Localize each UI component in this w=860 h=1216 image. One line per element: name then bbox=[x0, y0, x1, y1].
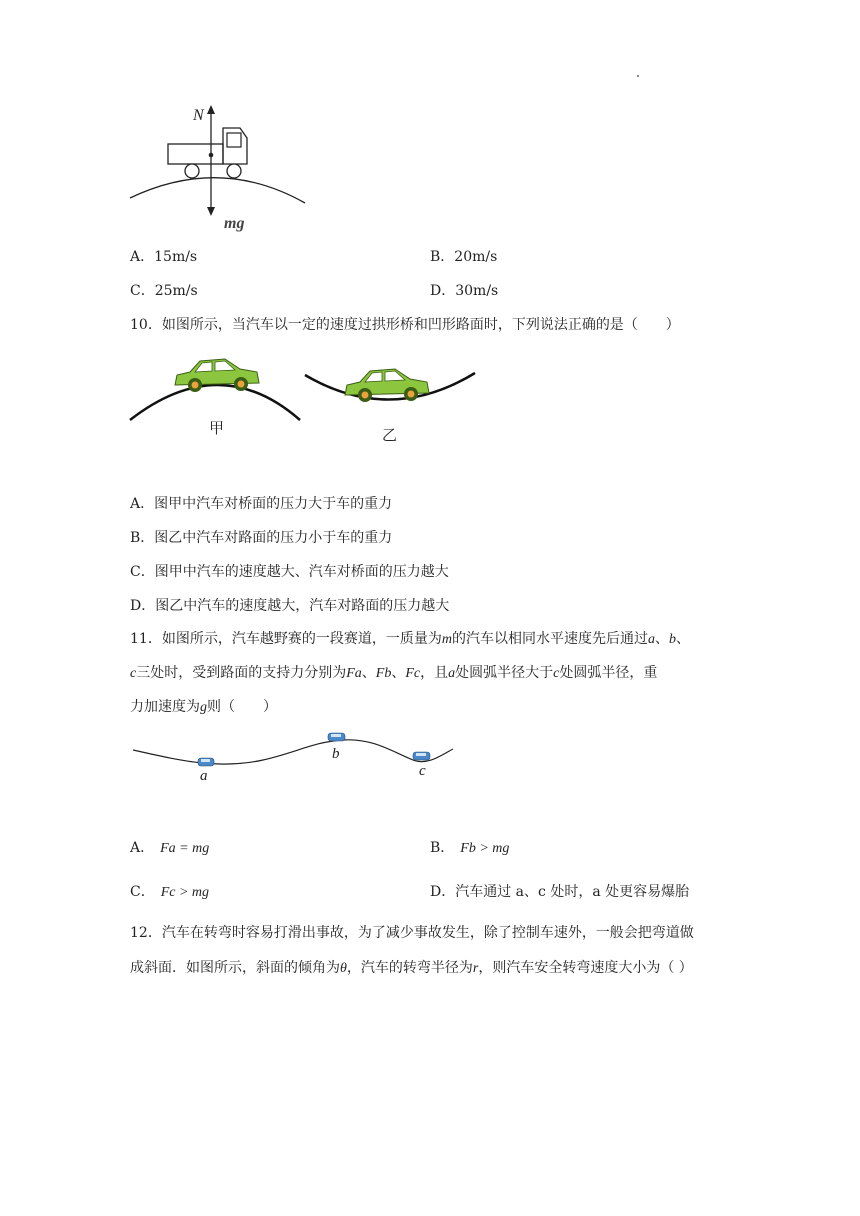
q11-option-b[interactable] bbox=[430, 838, 509, 859]
wavy-track bbox=[133, 740, 453, 764]
normal-force-arrowhead bbox=[207, 105, 215, 114]
gravity-arrowhead bbox=[207, 207, 215, 216]
option-text: 图甲中汽车的速度越大、汽车对桥面的压力越大 bbox=[154, 564, 449, 580]
option-text: 图甲中汽车对桥面的压力大于车的重力 bbox=[154, 496, 393, 512]
option-label: D． bbox=[430, 283, 456, 299]
option-text: 15m/s bbox=[154, 249, 198, 265]
q11-option-a[interactable] bbox=[130, 838, 209, 859]
option-text: 汽车通过 a、c 处时，a 处更容易爆胎 bbox=[455, 884, 690, 900]
arch-bridge bbox=[130, 385, 300, 420]
option-label: C． bbox=[130, 283, 155, 299]
truck-bed bbox=[168, 144, 223, 164]
q10-option-a[interactable] bbox=[130, 494, 392, 514]
q11-option-c[interactable] bbox=[130, 882, 209, 903]
truck-window bbox=[227, 133, 241, 147]
page-dot bbox=[637, 75, 639, 77]
option-label: D． bbox=[430, 884, 456, 900]
q11-option-d[interactable] bbox=[430, 882, 689, 902]
truck-on-arch-figure bbox=[125, 100, 315, 235]
option-label: D． bbox=[130, 598, 156, 614]
q12-stem-line-1: 12．汽车在转弯时容易打滑出事故，为了减少事故发生，除了控制车速外，一般会把弯道做 bbox=[130, 925, 694, 941]
car-c bbox=[413, 752, 430, 760]
q12-stem-line-2: 成斜面．如图所示，斜面的倾角为θ，汽车的转弯半径为r，则汽车安全转弯速度大小为（ ） bbox=[130, 960, 693, 976]
option-label: B． bbox=[130, 530, 155, 546]
option-text: 30m/s bbox=[455, 283, 499, 299]
q11-stem-line-1: 11．如图所示，汽车越野赛的一段赛道，一质量为m的汽车以相同水平速度先后通过a、b、 bbox=[130, 631, 690, 647]
option-expr: Fb > mg bbox=[460, 841, 510, 856]
label-jia: 甲 bbox=[209, 421, 225, 437]
q11-stem-line-2: c三处时，受到路面的支持力分别为Fa、Fb、Fc，且a处圆弧半径大于c处圆弧半径，重 bbox=[130, 665, 658, 681]
option-label: B． bbox=[430, 840, 455, 856]
car-b bbox=[328, 733, 345, 741]
label-c: c bbox=[419, 763, 426, 779]
truck-wheel-front bbox=[227, 164, 241, 178]
bridge-road-figure bbox=[125, 345, 485, 450]
normal-force-label: N bbox=[193, 107, 204, 124]
label-a: a bbox=[200, 768, 208, 784]
option-label: A． bbox=[130, 249, 155, 265]
option-text: 图乙中汽车对路面的压力小于车的重力 bbox=[154, 530, 393, 546]
option-expr: Fc > mg bbox=[160, 885, 210, 900]
truck-wheel-rear bbox=[185, 164, 199, 178]
q10-option-c[interactable] bbox=[130, 562, 449, 582]
q10-option-b[interactable] bbox=[130, 528, 392, 548]
option-text: 图乙中汽车的速度越大，汽车对路面的压力越大 bbox=[155, 598, 450, 614]
q10-option-d[interactable] bbox=[130, 596, 449, 616]
q9-option-c[interactable] bbox=[130, 281, 198, 301]
car-a bbox=[198, 758, 214, 766]
car-on-arch bbox=[175, 359, 259, 392]
option-label: A． bbox=[130, 496, 155, 512]
option-text: 20m/s bbox=[454, 249, 498, 265]
q9-option-d[interactable] bbox=[430, 281, 498, 301]
option-label: C． bbox=[130, 564, 155, 580]
option-label: C． bbox=[130, 884, 155, 900]
option-label: A． bbox=[130, 840, 155, 856]
option-text: 25m/s bbox=[154, 283, 198, 299]
q9-option-b[interactable] bbox=[430, 247, 497, 267]
label-yi: 乙 bbox=[382, 428, 398, 444]
arch-road bbox=[130, 178, 305, 203]
option-expr: Fa = mg bbox=[160, 841, 210, 856]
option-label: B． bbox=[430, 249, 455, 265]
gravity-label: mg bbox=[224, 215, 245, 232]
off-road-track-figure bbox=[128, 730, 458, 785]
label-b: b bbox=[332, 746, 340, 762]
q10-stem: 10．如图所示，当汽车以一定的速度过拱形桥和凹形路面时，下列说法正确的是（ ） bbox=[130, 317, 680, 333]
q11-stem-line-3: 力加速度为g则（ ） bbox=[130, 699, 277, 715]
q9-option-a[interactable] bbox=[130, 247, 197, 267]
